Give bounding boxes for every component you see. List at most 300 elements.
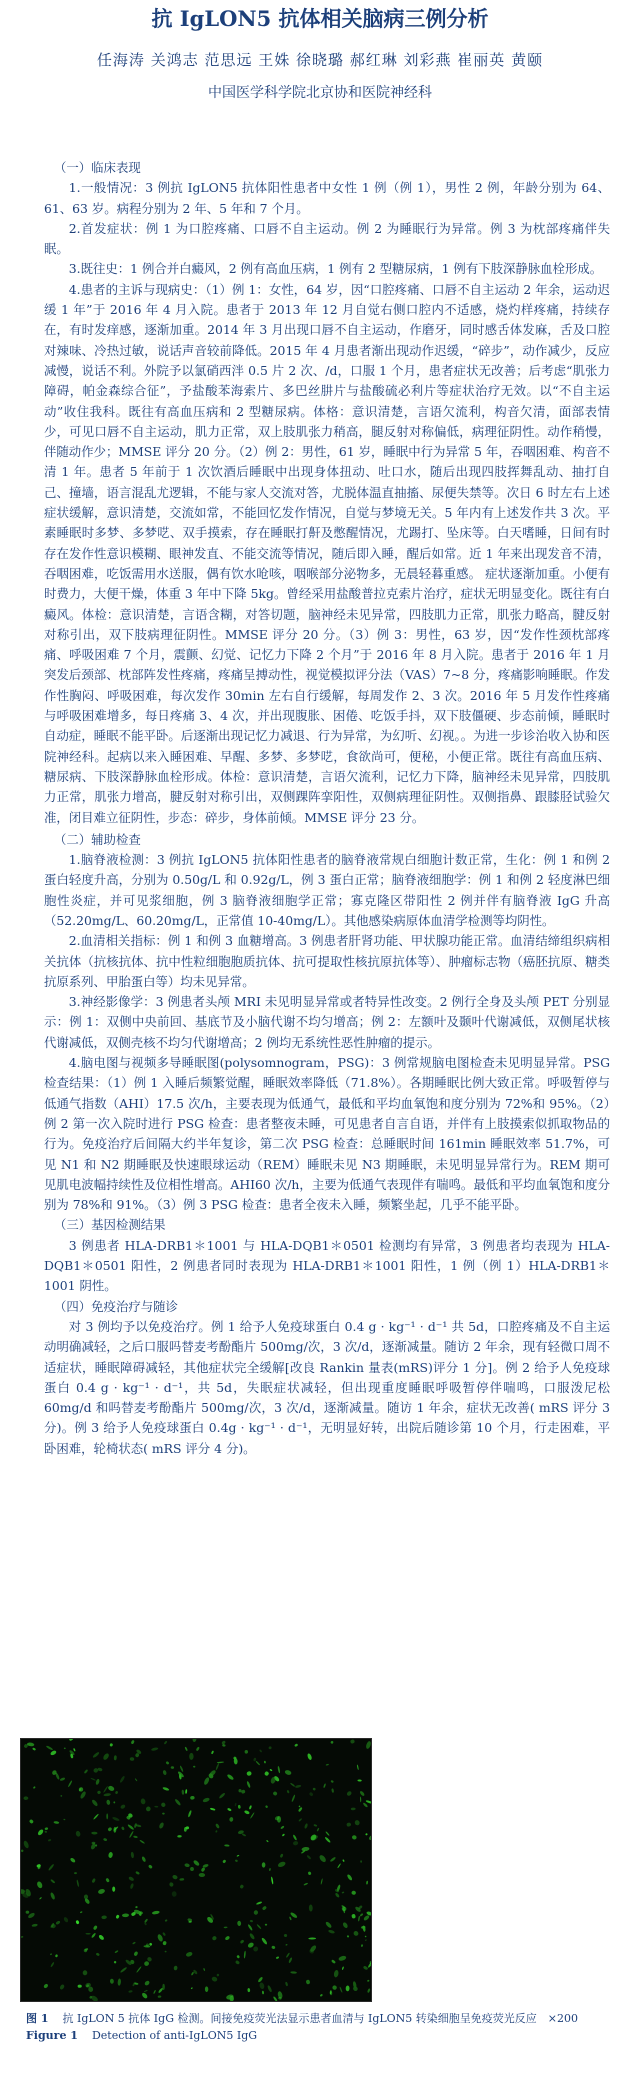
fluorescent-cell-speck — [304, 1823, 308, 1829]
fluorescent-cell-speck — [367, 1980, 370, 1982]
fluorescent-cell-speck — [346, 1874, 353, 1881]
fluorescent-cell-speck — [98, 1934, 105, 1941]
fluorescent-cell-speck — [93, 1925, 98, 1931]
fluorescent-cell-speck — [48, 1839, 52, 1842]
fluorescent-cell-speck — [326, 1764, 329, 1766]
caption-en-label: Figure 1 — [26, 2029, 78, 2042]
fluorescent-cell-speck — [262, 1991, 264, 1995]
fluorescent-cell-speck — [301, 1846, 309, 1851]
fluorescent-cell-speck — [211, 1976, 218, 1982]
fluorescent-cell-speck — [188, 1810, 193, 1818]
fluorescent-cell-speck — [32, 1747, 36, 1751]
fluorescent-cell-speck — [162, 1770, 167, 1776]
fluorescent-cell-speck — [141, 1992, 148, 1999]
fluorescent-cell-speck — [132, 1942, 136, 1945]
fluorescent-cell-speck — [135, 1906, 138, 1908]
fluorescent-cell-speck — [80, 1911, 83, 1914]
fluorescent-cell-speck — [342, 1891, 345, 1893]
fluorescent-cell-speck — [29, 1819, 34, 1824]
fluorescent-cell-speck — [247, 1988, 250, 1992]
fluorescent-cell-speck — [347, 1935, 350, 1938]
fluorescent-cell-speck — [39, 1897, 42, 1900]
fluorescent-cell-speck — [120, 1804, 126, 1810]
fluorescent-cell-speck — [307, 1753, 313, 1761]
fluorescent-cell-speck — [282, 1833, 285, 1836]
fluorescent-cell-speck — [224, 1935, 230, 1941]
fluorescent-cell-speck — [309, 1792, 314, 1797]
fluorescent-cell-speck — [21, 1849, 24, 1852]
fluorescent-cell-speck — [246, 1781, 251, 1788]
fluorescent-cell-speck — [83, 1970, 88, 1975]
fluorescent-cell-speck — [33, 1786, 36, 1789]
fluorescent-cell-speck — [130, 1757, 135, 1761]
fluorescent-cell-speck — [271, 1945, 276, 1949]
fluorescent-cell-speck — [115, 1914, 119, 1919]
fluorescent-cell-speck — [242, 1833, 247, 1837]
fluorescent-cell-speck — [365, 1741, 371, 1750]
fluorescent-cell-speck — [44, 1831, 47, 1833]
fluorescent-cell-speck — [222, 1859, 226, 1863]
fluorescent-cell-speck — [298, 1818, 302, 1822]
fluorescent-cell-speck — [238, 1805, 241, 1809]
fluorescent-cell-speck — [193, 1859, 201, 1866]
fluorescent-cell-speck — [96, 1952, 100, 1956]
caption-cn — [26, 2010, 586, 2027]
fluorescent-cell-speck — [189, 1753, 194, 1760]
fluorescent-cell-speck — [23, 1796, 28, 1800]
fluorescent-cell-speck — [316, 1828, 319, 1832]
fluorescent-cell-speck — [266, 1840, 269, 1843]
paragraph: 3 例患者 HLA-DRB1＊1001 与 HLA-DQB1＊0501 检测均有异常，3 例患者均表现为 HLA-DQB1＊0501 阳性，2 例患者同时表现为 HLA-DRB1＊1001 阳性，1 例（例 1）HLA-DRB1＊1001 阴性。 — [44, 1237, 610, 1294]
fluorescent-cell-speck — [361, 1944, 364, 1947]
fluorescent-cell-speck — [108, 1852, 113, 1859]
fluorescent-cell-speck — [190, 1796, 195, 1800]
fluorescent-cell-speck — [184, 1863, 190, 1868]
fluorescent-cell-speck — [265, 1924, 268, 1926]
fluorescent-cell-speck — [172, 1891, 177, 1897]
fluorescent-cell-speck — [122, 1913, 129, 1917]
fluorescent-cell-speck — [252, 1946, 259, 1953]
fluorescent-cell-speck — [75, 1920, 79, 1925]
paragraph: 1.脑脊液检测：3 例抗 IgLON5 抗体阳性患者的脑脊液常规白细胞计数正常，生化：例 1 和例 2 蛋白轻度升高，分别为 0.50g/L 和 0.92g/L，例 3 蛋白正常；脑脊液细胞学：例 1 和例 2 轻度淋巴细胞性炎症，并可见浆细胞，例 3 脑脊液细胞学正常；寡克隆区带阳性 2 例并伴有脑脊液 IgG 升高（52.20mg/L、60.20mg/L，正常值 10-40mg/L）。其他感染病原体血清学检测等均阴性。 — [44, 852, 610, 928]
fluorescent-cell-speck — [127, 1824, 134, 1831]
fluorescent-cell-speck — [68, 1780, 73, 1787]
paragraph: 2.血清相关指标：例 1 和例 3 血糖增高。3 例患者肝肾功能、甲状腺功能正常。血清结缔组织病相关抗体（抗核抗体、抗中性粒细胞胞质抗体、抗可提取性核抗原抗体等）、肿瘤标志物（癌胚抗原、糖类抗原系列、甲胎蛋白等）均未见异常。 — [44, 933, 610, 989]
fluorescent-cell-speck — [131, 1852, 135, 1859]
fluorescent-cell-speck — [154, 1806, 158, 1808]
fluorescent-cell-speck — [247, 1942, 255, 1949]
fluorescent-cell-speck — [211, 1935, 217, 1941]
fluorescent-cell-speck — [106, 1813, 108, 1819]
fluorescent-cell-speck — [105, 1878, 110, 1883]
fluorescent-cell-speck — [144, 1980, 151, 1986]
fluorescent-cell-speck — [237, 1921, 241, 1927]
fluorescent-cell-speck — [280, 1825, 284, 1829]
fluorescent-cell-speck — [202, 1797, 210, 1803]
fluorescent-cell-speck — [288, 1957, 293, 1963]
fluorescent-cell-speck — [107, 1827, 112, 1832]
fluorescent-cell-speck — [185, 1951, 193, 1957]
fluorescent-cell-speck — [101, 1915, 107, 1919]
fluorescent-cell-speck — [32, 1923, 38, 1927]
section-heading-immunotherapy: （四）免疫治疗与随诊 — [54, 1298, 178, 1314]
fluorescent-cell-speck — [239, 1884, 244, 1889]
fluorescent-cell-speck — [368, 1835, 371, 1841]
fluorescence-micrograph — [21, 1739, 371, 2001]
fluorescent-cell-speck — [366, 1881, 368, 1885]
fluorescent-cell-speck — [169, 1882, 174, 1887]
fluorescent-cell-speck — [151, 1747, 159, 1751]
fluorescent-cell-speck — [259, 1749, 262, 1753]
fluorescent-cell-speck — [153, 1990, 156, 1994]
fluorescent-cell-speck — [203, 1968, 205, 1971]
fluorescent-cell-speck — [144, 1990, 148, 1993]
fluorescent-cell-speck — [48, 1863, 55, 1871]
fluorescent-cell-speck — [136, 1966, 142, 1973]
fluorescent-cell-speck — [75, 1830, 81, 1837]
fluorescent-cell-speck — [73, 1748, 76, 1752]
fluorescent-cell-speck — [331, 1959, 336, 1964]
fluorescent-cell-speck — [339, 1986, 343, 1992]
fluorescent-cell-speck — [92, 1751, 100, 1758]
fluorescent-cell-speck — [262, 1905, 267, 1910]
fluorescent-cell-speck — [319, 1994, 323, 1997]
fluorescent-cell-speck — [107, 1785, 115, 1792]
fluorescent-cell-speck — [363, 1965, 369, 1970]
fluorescent-cell-speck — [187, 1918, 192, 1922]
fluorescent-cell-speck — [76, 1879, 79, 1887]
fluorescent-cell-speck — [272, 1791, 277, 1796]
fluorescent-cell-speck — [112, 1887, 115, 1892]
fluorescent-cell-speck — [60, 1795, 63, 1798]
fluorescent-cell-speck — [285, 1944, 287, 1946]
fluorescent-cell-speck — [346, 1985, 350, 1991]
fluorescent-cell-speck — [158, 1995, 162, 1997]
fluorescent-cell-speck — [86, 1933, 91, 1934]
fluorescent-cell-speck — [173, 1965, 177, 1970]
fluorescent-cell-speck — [234, 1803, 236, 1807]
fluorescent-cell-speck — [84, 1769, 89, 1774]
fluorescent-cell-speck — [255, 1761, 260, 1766]
fluorescent-cell-speck — [27, 1742, 35, 1746]
fluorescent-cell-speck — [306, 1855, 311, 1860]
caption-en-text: Detection of anti-IgLON5 IgG — [91, 2029, 258, 2042]
fluorescent-cell-speck — [262, 1862, 266, 1867]
fluorescent-cell-speck — [219, 1792, 226, 1799]
fluorescent-cell-speck — [162, 1941, 167, 1946]
fluorescent-cell-speck — [284, 1934, 288, 1938]
fluorescent-cell-speck — [192, 1739, 196, 1742]
fluorescent-cell-speck — [196, 1746, 200, 1751]
fluorescent-cell-speck — [351, 1891, 356, 1895]
paragraph: 对 3 例均予以免疫治疗。例 1 给予人免疫球蛋白 0.4 g · kg⁻¹ · d⁻¹ 共 5d，口腔疼痛及不自主运动明确减轻，之后口服吗替麦考酚酯片 500mg/次，3 次/d，逐渐减量。随访 2 年余，现有轻微口周不适症状，睡眠障碍减轻，其他症状完全缓解[改良 Rankin 量表(mRS)评分 1 分]。例 2 给予人免疫球蛋白 0.4 g · kg⁻¹ · d⁻¹，共 5d，失眠症状减轻，但出现重度睡眠呼吸暂停伴喘鸣，口服泼尼松 60mg/d 和吗替麦考酚酯片 500mg/次，3 次/d，逐渐减量。随访 1 年余，症状无改善( mRS 评分 3 分)。例 3 给予人免疫球蛋白 0.4g · kg⁻¹ · d⁻¹，无明显好转，出院后随诊第 10 个月，行走困难，平卧困难，轮椅状态( mRS 评分 4 分)。 — [44, 1318, 610, 1456]
paragraph: 1.一般情况：3 例抗 IgLON5 抗体阳性患者中女性 1 例（例 1），男性 2 例，年龄分别为 64、61、63 岁。病程分别为 2 年、5 年和 7 个月。 — [44, 180, 610, 216]
fluorescent-cell-speck — [113, 1961, 116, 1964]
fluorescent-cell-speck — [359, 1790, 365, 1796]
fluorescent-cell-speck — [43, 1983, 49, 1989]
fluorescent-cell-speck — [74, 1872, 77, 1874]
fluorescent-cell-speck — [91, 1832, 97, 1835]
fluorescent-cell-speck — [285, 1982, 288, 1987]
fluorescent-cell-speck — [229, 1817, 234, 1822]
fluorescent-cell-speck — [293, 1841, 299, 1846]
fluorescent-cell-speck — [354, 1819, 360, 1826]
fluorescent-cell-speck — [91, 1799, 99, 1807]
fluorescent-cell-speck — [59, 1984, 65, 1991]
fluorescent-cell-speck — [358, 1916, 360, 1922]
fluorescent-cell-speck — [93, 1767, 99, 1773]
fluorescent-cell-speck — [184, 1747, 187, 1752]
fluorescent-cell-speck — [291, 1794, 296, 1802]
fluorescent-cell-speck — [110, 1979, 114, 1984]
fluorescent-cell-speck — [309, 1904, 313, 1911]
fluorescent-cell-speck — [235, 1960, 240, 1965]
fluorescent-cell-speck — [295, 1784, 302, 1788]
fluorescent-cell-speck — [149, 1942, 153, 1946]
fluorescent-cell-speck — [95, 1779, 100, 1786]
fluorescent-cell-speck — [90, 1777, 96, 1780]
affiliation: 中国医学科学院北京协和医院神经科 — [208, 85, 432, 101]
fluorescent-cell-speck — [162, 1787, 169, 1792]
fluorescent-cell-speck — [359, 1913, 363, 1917]
fluorescent-cell-speck — [97, 1790, 101, 1794]
fluorescent-cell-speck — [303, 1882, 308, 1885]
fluorescent-cell-speck — [244, 1750, 248, 1754]
fluorescent-cell-speck — [256, 1924, 261, 1930]
fluorescent-cell-speck — [106, 1799, 111, 1805]
fluorescent-cell-speck — [249, 1933, 256, 1940]
fluorescent-cell-speck — [264, 1761, 266, 1764]
figure-caption — [26, 2010, 586, 2044]
fluorescent-cell-speck — [164, 1740, 168, 1744]
fluorescent-cell-speck — [332, 1985, 337, 1990]
fluorescent-cell-speck — [224, 1927, 228, 1929]
fluorescent-cell-speck — [103, 1786, 108, 1793]
fluorescent-cell-speck — [257, 1976, 263, 1983]
fluorescent-cell-speck — [330, 1856, 337, 1862]
fluorescent-cell-speck — [193, 1969, 198, 1975]
paragraph: 4.脑电图与视频多导睡眠图(polysomnogram，PSG)：3 例常规脑电图检查未见明显异常。PSG 检查结果：（1）例 1 入睡后频繁觉醒，睡眠效率降低（71.8%）。各期睡眠比例大致正常。呼吸暂停与低通气指数（AHI）17.5 次/h，主要表现为低通气，最低和平均血氧饱和度分别为 72%和 95%。（2）例 2 第一次入院时进行 PSG 检查：患者整夜未睡，可见患者自言自语，并伴有上肢摸索似抓取物品的行为。免疫治疗后间隔大约半年复诊，第二次 PSG 检查：总睡眠时间 161min 睡眠效率 51.7%，可见 N1 和 N2 期睡眠及快速眼球运动（REM）睡眠未见 N3 期睡眠，未见明显异常行为。REM 期可见肌电波幅持续性及位相性增高。AHI60 次/h，主要为低通气表现伴有喘鸣。最低和平均血氧饱和度分别为 78%和 91%。（3）例 3 PSG 检查：患者全夜未入睡，频繁坐起，几乎不能平卧。 — [44, 1055, 610, 1213]
fluorescent-cell-speck — [133, 1835, 138, 1838]
fluorescent-cell-speck — [312, 1787, 316, 1791]
fluorescent-cell-speck — [115, 1791, 119, 1795]
fluorescent-cell-speck — [157, 1934, 164, 1943]
fluorescent-cell-speck — [337, 1863, 341, 1868]
fluorescent-cell-speck — [244, 1951, 246, 1959]
fluorescent-cell-speck — [97, 1888, 105, 1895]
fluorescent-cell-speck — [50, 1750, 57, 1756]
fluorescent-cell-speck — [174, 1798, 181, 1806]
fluorescent-cell-speck — [91, 1932, 96, 1938]
fluorescent-cell-speck — [244, 1810, 250, 1815]
fluorescent-cell-speck — [313, 1824, 317, 1827]
fluorescent-cell-speck — [289, 1916, 292, 1920]
fluorescent-cell-speck — [250, 1812, 255, 1819]
fluorescent-cell-speck — [226, 1773, 234, 1780]
fluorescent-cell-speck — [21, 1936, 23, 1938]
fluorescent-cell-speck — [306, 1979, 311, 1984]
fluorescent-cell-speck — [193, 1766, 195, 1768]
fluorescent-cell-speck — [298, 1805, 300, 1807]
fluorescent-cell-speck — [273, 1996, 278, 2001]
fluorescent-cell-speck — [50, 1953, 53, 1955]
fluorescent-cell-speck — [253, 1757, 256, 1761]
fluorescent-cell-speck — [141, 1856, 146, 1863]
fluorescent-cell-speck — [50, 1879, 55, 1884]
fluorescent-cell-speck — [342, 1922, 349, 1929]
fluorescent-cell-speck — [55, 1920, 60, 1925]
fluorescent-cell-speck — [227, 1808, 232, 1812]
fluorescent-cell-speck — [367, 1988, 371, 1993]
fluorescent-cell-speck — [267, 1985, 273, 1993]
fluorescent-cell-speck — [325, 1921, 333, 1929]
fluorescent-cell-speck — [179, 1878, 184, 1881]
fluorescent-cell-speck — [247, 1924, 253, 1931]
caption-cn-label: 图 1 — [26, 2012, 49, 2025]
fluorescent-cell-speck — [53, 1821, 59, 1824]
immunofluorescence-figure — [20, 1738, 372, 2002]
fluorescent-cell-speck — [276, 1956, 280, 1959]
fluorescent-cell-speck — [335, 1892, 340, 1898]
caption-en — [26, 2027, 586, 2044]
fluorescent-cell-speck — [215, 1830, 218, 1833]
fluorescent-cell-speck — [60, 1777, 66, 1781]
fluorescent-cell-speck — [160, 1802, 166, 1808]
fluorescent-cell-speck — [130, 1883, 135, 1889]
fluorescent-cell-speck — [365, 1833, 368, 1836]
fluorescent-cell-speck — [346, 1790, 352, 1796]
fluorescent-cell-speck — [235, 1859, 238, 1862]
fluorescent-cell-speck — [287, 1790, 290, 1794]
fluorescent-cell-speck — [338, 1955, 347, 1961]
fluorescent-cell-speck — [365, 1800, 371, 1804]
fluorescent-cell-speck — [342, 1966, 344, 1970]
fluorescent-cell-speck — [269, 1769, 272, 1772]
fluorescent-cell-speck — [249, 1805, 252, 1810]
fluorescent-cell-speck — [135, 1871, 140, 1875]
fluorescent-cell-speck — [110, 1743, 114, 1747]
fluorescent-cell-speck — [360, 1860, 362, 1863]
fluorescent-cell-speck — [360, 1796, 362, 1802]
fluorescent-cell-speck — [114, 1950, 118, 1954]
fluorescent-cell-speck — [171, 1766, 175, 1769]
fluorescent-cell-speck — [50, 1962, 55, 1968]
fluorescent-cell-speck — [320, 1878, 323, 1885]
fluorescent-cell-speck — [90, 1995, 99, 2001]
fluorescent-cell-speck — [365, 1936, 367, 1938]
fluorescent-cell-speck — [144, 1918, 148, 1923]
fluorescent-cell-speck — [250, 1920, 254, 1923]
paper-body — [44, 158, 610, 1459]
fluorescent-cell-speck — [91, 1878, 96, 1883]
fluorescent-cell-speck — [217, 1761, 224, 1763]
fluorescent-cell-speck — [277, 1991, 283, 1999]
fluorescent-cell-speck — [308, 1871, 312, 1875]
fluorescent-cell-speck — [365, 1939, 367, 1941]
fluorescent-cell-speck — [323, 1783, 326, 1788]
fluorescent-cell-speck — [357, 1765, 359, 1771]
fluorescent-cell-speck — [331, 1788, 334, 1793]
fluorescent-cell-speck — [352, 1985, 358, 1991]
fluorescent-cell-speck — [162, 1932, 166, 1936]
fluorescent-cell-speck — [351, 1807, 356, 1810]
fluorescent-cell-speck — [324, 1836, 331, 1843]
fluorescent-cell-speck — [93, 1813, 99, 1820]
section-heading-auxiliary: （二）辅助检查 — [54, 831, 141, 847]
fluorescent-cell-speck — [44, 1827, 48, 1830]
fluorescent-cell-speck — [46, 1745, 54, 1751]
fluorescent-cell-speck — [277, 1766, 280, 1774]
fluorescent-cell-speck — [201, 1867, 206, 1872]
fluorescent-cell-speck — [120, 1967, 128, 1974]
fluorescent-cell-speck — [280, 1853, 284, 1858]
fluorescent-cell-speck — [145, 1806, 151, 1812]
fluorescent-cell-speck — [148, 1864, 153, 1869]
paragraph: 3.既往史：1 例合并白癜风，2 例有高血压病，1 例有 2 型糖尿病，1 例有下肢深静脉血栓形成。 — [68, 261, 603, 277]
fluorescent-cell-speck — [259, 1982, 265, 1990]
fluorescent-cell-speck — [78, 1985, 82, 1988]
fluorescent-cell-speck — [191, 1972, 194, 1976]
fluorescent-cell-speck — [290, 1971, 297, 1974]
fluorescent-cell-speck — [342, 1859, 345, 1862]
fluorescent-cell-speck — [292, 1834, 297, 1840]
caption-cn-text: 抗 IgLON 5 抗体 IgG 检测。间接免疫荧光法显示患者血清与 IgLON5 转染细胞呈免疫荧光反应 ×200 — [62, 2012, 579, 2025]
fluorescent-cell-speck — [265, 1805, 269, 1808]
fluorescent-cell-speck — [211, 1750, 214, 1754]
fluorescent-cell-speck — [103, 1838, 107, 1842]
fluorescent-cell-speck — [144, 1922, 147, 1926]
fluorescent-cell-speck — [162, 1984, 165, 1990]
fluorescent-cell-speck — [325, 1831, 330, 1836]
fluorescent-cell-speck — [205, 1986, 209, 1992]
fluorescent-cell-speck — [97, 1767, 103, 1771]
fluorescent-cell-speck — [352, 1835, 358, 1840]
fluorescent-cell-speck — [236, 1955, 240, 1959]
fluorescent-cell-speck — [190, 1867, 194, 1871]
fluorescent-cell-speck — [298, 1807, 303, 1812]
section-heading-clinical: （一）临床表现 — [54, 160, 141, 175]
fluorescent-cell-speck — [294, 1743, 298, 1747]
fluorescent-cell-speck — [271, 1877, 274, 1885]
fluorescent-cell-speck — [236, 1855, 239, 1857]
paper-header — [0, 6, 640, 102]
fluorescent-cell-speck — [102, 1752, 110, 1760]
fluorescent-cell-speck — [224, 1844, 229, 1847]
fluorescent-cell-speck — [199, 1873, 205, 1877]
fluorescent-cell-speck — [353, 1930, 360, 1937]
fluorescent-cell-speck — [64, 1748, 66, 1750]
fluorescent-cell-speck — [330, 1740, 334, 1744]
fluorescent-cell-speck — [50, 1892, 56, 1900]
fluorescent-cell-speck — [290, 1782, 295, 1787]
fluorescent-cell-speck — [308, 1937, 316, 1939]
fluorescent-cell-speck — [164, 1919, 167, 1922]
fluorescent-cell-speck — [179, 1765, 183, 1772]
fluorescent-cell-speck — [241, 1789, 246, 1794]
fluorescent-cell-speck — [172, 1874, 178, 1880]
fluorescent-cell-speck — [135, 1778, 138, 1781]
fluorescent-cell-speck — [366, 1911, 371, 1916]
fluorescent-cell-speck — [277, 1861, 286, 1868]
fluorescent-cell-speck — [177, 1835, 181, 1838]
paragraph: 2.首发症状：例 1 为口腔疼痛、口唇不自主运动。例 2 为睡眠行为异常。例 3 为枕部疼痛伴失眠。 — [44, 220, 610, 257]
fluorescent-cell-speck — [286, 1952, 290, 1958]
fluorescent-cell-speck — [284, 1769, 292, 1775]
fluorescent-cell-speck — [36, 1881, 43, 1889]
fluorescent-cell-speck — [261, 1937, 268, 1945]
fluorescent-cell-speck — [128, 1876, 135, 1882]
fluorescent-cell-speck — [357, 1779, 361, 1781]
